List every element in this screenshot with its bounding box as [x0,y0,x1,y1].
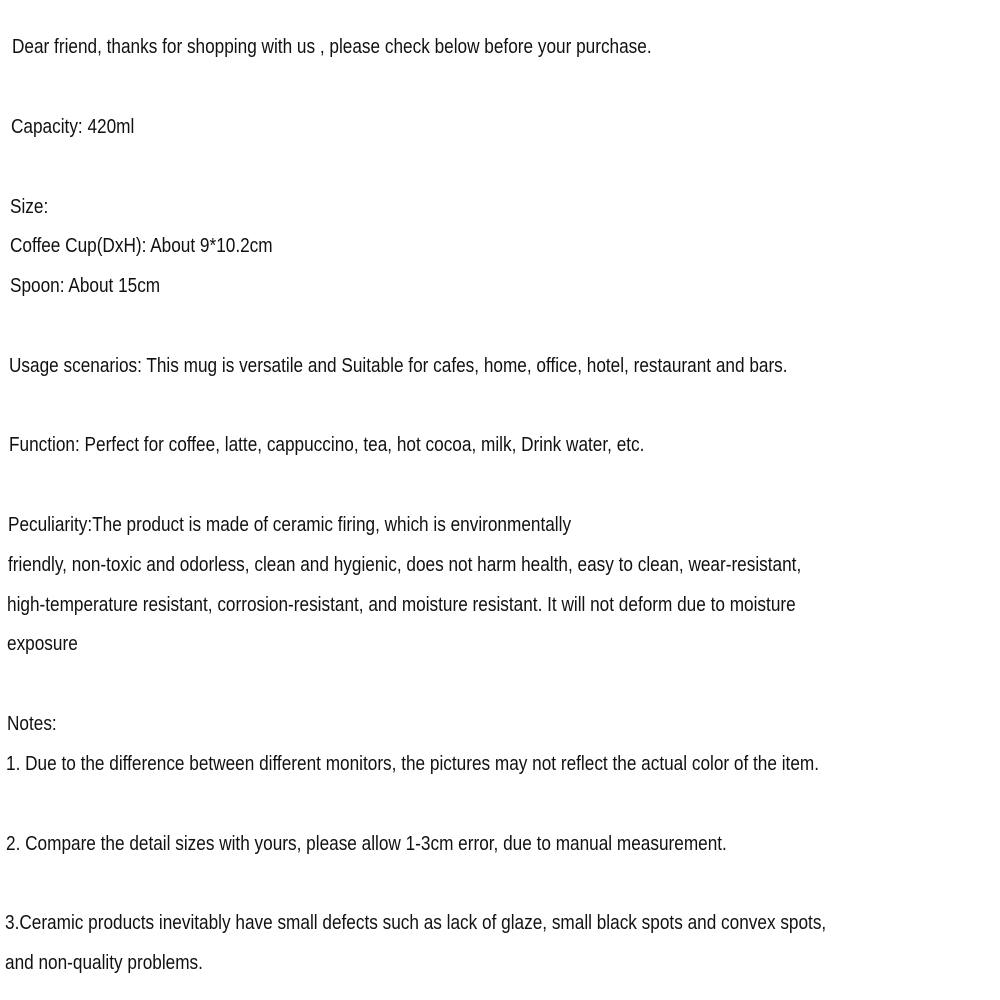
capacity-text: Capacity: 420ml [11,116,135,138]
peculiarity-line-1: Peculiarity:The product is made of ceramic firing, which is environmentally [8,514,572,536]
function-text: Function: Perfect for coffee, latte, cappuccino, tea, hot cocoa, milk, Drink water, etc. [9,434,645,456]
peculiarity-line-3: high-temperature resistant, corrosion-resistant, and moisture resistant. It will not deform due to moisture [7,594,796,616]
note-3-line-2: and non-quality problems. [5,952,203,974]
size-heading: Size: [10,196,49,218]
greeting-text: Dear friend, thanks for shopping with us , please check below before your purchase. [12,36,652,58]
peculiarity-line-2: friendly, non-toxic and odorless, clean and hygienic, does not harm health, easy to clean, wear-resistant, [8,554,802,576]
size-cup-text: Coffee Cup(DxH): About 9*10.2cm [10,235,273,257]
peculiarity-line-4: exposure [7,633,78,655]
size-spoon-text: Spoon: About 15cm [10,275,161,297]
note-3-line-1: 3.Ceramic products inevitably have small defects such as lack of glaze, small black spots and convex spots, [5,912,827,934]
usage-text: Usage scenarios: This mug is versatile and Suitable for cafes, home, office, hotel, restaurant and bars. [9,355,788,377]
note-2-text: 2. Compare the detail sizes with yours, please allow 1-3cm error, due to manual measurement. [6,833,727,855]
note-1-text: 1. Due to the difference between different monitors, the pictures may not reflect the actual color of the item. [6,753,819,775]
notes-heading: Notes: [7,713,57,735]
